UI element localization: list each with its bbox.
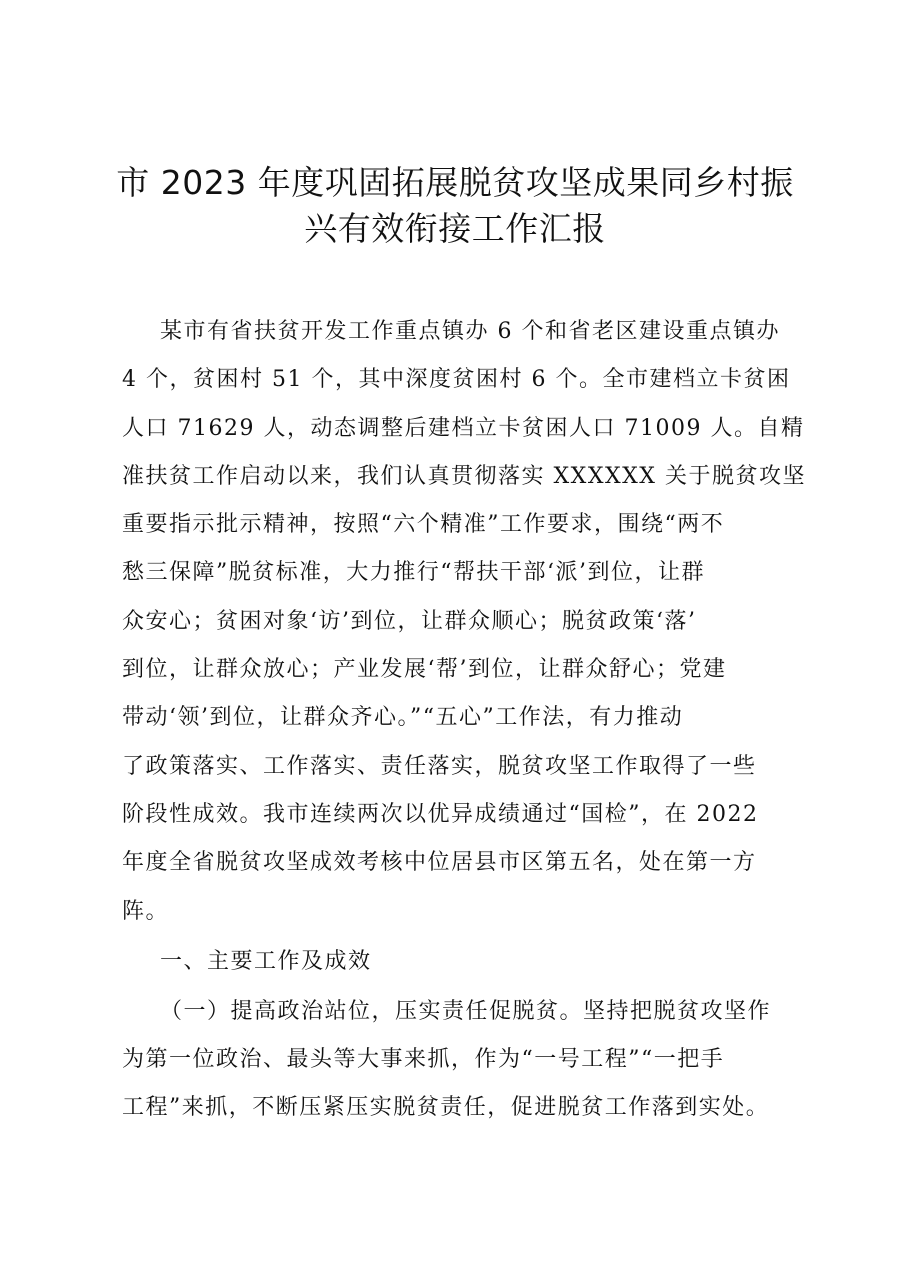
intro-line: 准扶贫工作启动以来，我们认真贯彻落实 XXXXXX 关于脱贫攻坚 [122, 463, 806, 489]
intro-line: 了政策落实、工作落实、责任落实，脱贫攻坚工作取得了一些 [122, 753, 757, 779]
intro-line: 4 个，贫困村 51 个，其中深度贫困村 6 个。全市建档立卡贫困 [122, 367, 791, 393]
section-line: 工程”来抓，不断压紧压实脱贫责任，促进脱贫工作落到实处。 [122, 1095, 770, 1121]
intro-line: 某市有省扶贫开发工作重点镇办 6 个和省老区建设重点镇办 [160, 319, 780, 344]
intro-line: 阶段性成效。我市连续两次以优异成绩通过“国检”，在 2022 [122, 801, 759, 827]
document-body [122, 308, 806, 1133]
section-line: 为第一位政治、最头等大事来抓，作为“一号工程”“一把手 [122, 1047, 725, 1073]
intro-line: 愁三保障”脱贫标准，大力推行“帮扶干部‘派’到位，让群 [122, 560, 705, 586]
intro-paragraph [122, 308, 806, 936]
intro-line: 带动‘领’到位，让群众齐心。”“五心”工作法，有力推动 [122, 705, 684, 731]
section-paragraph [122, 988, 800, 1133]
title-line-2: 兴有效衔接工作汇报 [304, 209, 606, 248]
intro-line: 人口 71629 人，动态调整后建档立卡贫困人口 71009 人。自精 [122, 415, 805, 441]
intro-line: 年度全省脱贫攻坚成效考核中位居县市区第五名，处在第一方 [122, 850, 757, 876]
section-line: （一）提高政治站位，压实责任促脱贫。坚持把脱贫攻坚作 [160, 998, 772, 1024]
document-title [110, 160, 800, 252]
title-line-1: 市 2023 年度巩固拓展脱贫攻坚成果同乡村振 [116, 163, 794, 202]
intro-line: 阵。 [122, 898, 170, 924]
section-heading: 一、主要工作及成效 [160, 948, 372, 974]
intro-line: 重要指示批示精神，按照“六个精准”工作要求，围绕“两不 [122, 512, 725, 538]
intro-line: 到位，让群众放心；产业发展‘帮’到位，让群众舒心；党建 [122, 657, 727, 683]
intro-line: 众安心；贫困对象‘访’到位，让群众顺心；脱贫政策‘落’ [122, 608, 697, 634]
